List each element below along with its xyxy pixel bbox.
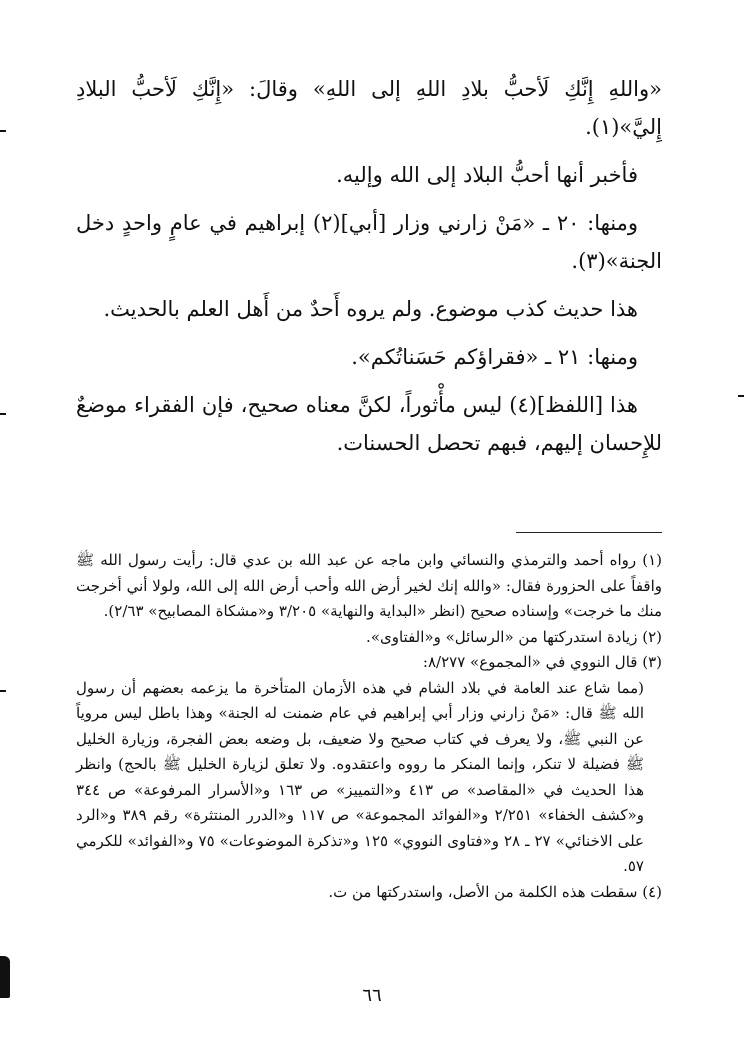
paragraph-hadith-21: ومنها: ٢١ ـ «فقراؤكم حَسَناتُكم». <box>351 345 638 369</box>
paragraph-fabricated-ruling: هذا حديث كذب موضوع. ولم يروه أَحدٌ من أَهل العلم بالحديث. <box>103 297 638 321</box>
margin-tick-mark <box>0 130 6 132</box>
paragraph-meaning: هذا [اللفظ](٤) ليس مأْثوراً، لكنَّ معناه صحيح، فإن الفقراء موضعٌ للإِحسان إليهم، فبهم تحصل الحسنات. <box>76 393 662 455</box>
margin-tick-mark <box>0 413 6 415</box>
footnote-2: (٢) زيادة استدركتها من «الرسائل» و«الفتاوى». <box>366 627 662 646</box>
main-text <box>76 70 662 472</box>
margin-tick-mark <box>0 690 6 692</box>
paragraph-commentary: فأخبر أنها أحبُّ البلاد إلى الله وإليه. <box>336 163 638 187</box>
page-number: ٦٦ <box>362 985 382 1006</box>
margin-tick-mark <box>738 395 744 397</box>
footnote-separator <box>516 532 662 533</box>
scan-edge-mark <box>0 956 10 998</box>
paragraph-hadith-20: ومنها: ٢٠ ـ «مَنْ زارني وزار [أبي](٢) إبراهيم في عامٍ واحدٍ دخل الجنة»(٣). <box>76 211 662 273</box>
footnote-3-heading: (٣) قال النووي في «المجموع» ٨/٢٧٧: <box>422 653 662 671</box>
footnote-3-quote: (مما شاع عند العامة في بلاد الشام في هذه الأزمان المتأخرة ما يزعمه بعضهم أن رسول الله ﷺ قال: «مَنْ زارني وزار أبي إبراهيم في عام ضمنت له الجنة» وهذا باطل ليس مروياً عن النبي ﷺ، ولا يعرف في كتاب صحيح ولا ضعيف، بل وضعه بعض الفجرة، وزيارة الخليل ﷺ فضيلة لا تنكر، وإنما المنكر ما رووه واعتقدوه. ولا تعلق لزيارة الخليل ﷺ بالحج) وانظر هذا الحديث في «المقاصد» ص ٤١٣ و«التمييز» ص ١٦٣ و«الأسرار المرفوعة» ص ٣٤٤ و«كشف الخفاء» ٢/٢٥١ و«الفوائد المجموعة» ص ١١٧ و«الدرر المنتثرة» رقم ٣٨٩ و«الرد على الاخنائي» ٢٧ ـ ٢٨ و«فتاوى النووي» ١٢٥ و«تذكرة الموضوعات» ٧٥ و«الفوائد» للكرمي ٥٧. <box>76 678 645 875</box>
footnotes <box>76 548 662 905</box>
footnote-4: (٤) سقطت هذه الكلمة من الأصل، واستدركتها من ت. <box>328 882 662 901</box>
paragraph-hadith-quote: «واللهِ إِنَّكِ لَأحبُّ بلادِ اللهِ إلى اللهِ» وقالَ: «إِنَّكِ لَأحبُّ البلادِ إِليَّ»(١). <box>76 77 662 139</box>
footnote-1: (١) رواه أحمد والترمذي والنسائي وابن ماجه عن عبد الله بن عدي قال: رأيت رسول الله ﷺ واقفاً على الحزورة فقال: «والله إنك لخير أرض الله وأحب أرض الله إلى الله، ولولا أني أخرجت منك ما خرجت» وإسناده صحيح (انظر «البداية والنهاية» ٣/٢٠٥ و«مشكاة المصابيح» ٢/٦٣). <box>76 551 662 620</box>
